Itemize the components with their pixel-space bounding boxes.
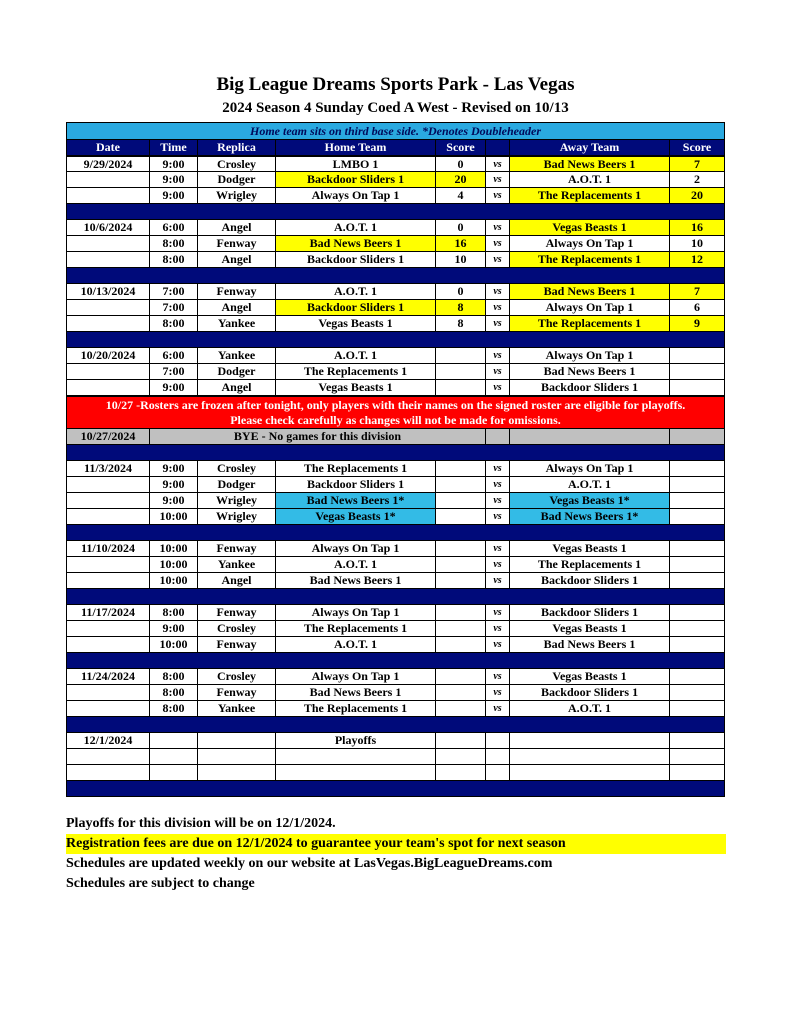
table-row xyxy=(66,380,725,396)
away-team-cell: The Replacements 1 xyxy=(510,188,670,203)
replica-field-cell: Angel xyxy=(198,220,276,235)
home-score-cell xyxy=(436,685,486,700)
empty-cell xyxy=(670,733,725,748)
empty-cell xyxy=(276,765,436,780)
footer-notes xyxy=(66,814,726,894)
replica-field-cell: Fenway xyxy=(198,541,276,556)
replica-field-cell: Yankee xyxy=(198,348,276,363)
vs-cell: vs xyxy=(486,541,510,556)
vs-cell: vs xyxy=(486,316,510,331)
vs-cell: vs xyxy=(486,172,510,187)
empty-cell xyxy=(150,733,198,748)
vs-cell: vs xyxy=(486,188,510,203)
away-team-cell: The Replacements 1 xyxy=(510,316,670,331)
playoffs-label: Playoffs xyxy=(276,733,436,748)
away-score-cell: 12 xyxy=(670,252,725,267)
home-team-cell: A.O.T. 1 xyxy=(276,220,436,235)
replica-field-cell: Wrigley xyxy=(198,493,276,508)
home-score-cell xyxy=(436,493,486,508)
away-team-cell: Always On Tap 1 xyxy=(510,348,670,363)
vs-cell: vs xyxy=(486,157,510,171)
date-cell xyxy=(66,701,150,716)
date-cell xyxy=(66,685,150,700)
time-cell: 8:00 xyxy=(150,252,198,267)
time-cell: 9:00 xyxy=(150,493,198,508)
away-score-cell xyxy=(670,493,725,508)
empty-cell xyxy=(510,749,670,764)
home-team-cell: A.O.T. 1 xyxy=(276,348,436,363)
empty-cell xyxy=(486,749,510,764)
replica-field-cell: Dodger xyxy=(198,477,276,492)
time-cell: 9:00 xyxy=(150,477,198,492)
footer-line: Playoffs for this division will be on 12/1/2024. xyxy=(66,816,336,831)
replica-field-cell: Angel xyxy=(198,300,276,315)
home-score-cell xyxy=(436,669,486,684)
time-cell: 7:00 xyxy=(150,300,198,315)
home-team-cell: A.O.T. 1 xyxy=(276,284,436,299)
empty-cell xyxy=(66,765,150,780)
away-score-cell: 10 xyxy=(670,236,725,251)
date-cell xyxy=(66,316,150,331)
vs-cell: vs xyxy=(486,685,510,700)
home-score-cell: 0 xyxy=(436,220,486,235)
home-team-cell: Bad News Beers 1* xyxy=(276,493,436,508)
time-cell: 10:00 xyxy=(150,573,198,588)
away-team-cell: Backdoor Sliders 1 xyxy=(510,605,670,620)
home-team-cell: LMBO 1 xyxy=(276,157,436,171)
away-team-cell: Bad News Beers 1 xyxy=(510,157,670,171)
away-team-cell: Vegas Beasts 1 xyxy=(510,220,670,235)
away-score-cell: 20 xyxy=(670,188,725,203)
header-away-team: Away Team xyxy=(510,140,670,155)
bottom-band xyxy=(66,781,725,797)
date-cell xyxy=(66,573,150,588)
replica-field-cell: Angel xyxy=(198,252,276,267)
vs-cell: vs xyxy=(486,477,510,492)
vs-cell: vs xyxy=(486,493,510,508)
vs-cell: vs xyxy=(486,236,510,251)
home-team-cell: Vegas Beasts 1* xyxy=(276,509,436,524)
date-cell xyxy=(66,637,150,652)
away-score-cell: 9 xyxy=(670,316,725,331)
date-cell xyxy=(66,236,150,251)
empty-cell xyxy=(198,733,276,748)
vs-cell: vs xyxy=(486,300,510,315)
away-team-cell: A.O.T. 1 xyxy=(510,172,670,187)
away-score-cell: 7 xyxy=(670,284,725,299)
table-row xyxy=(66,509,725,525)
date-cell xyxy=(66,380,150,395)
away-team-cell: Always On Tap 1 xyxy=(510,300,670,315)
home-score-cell xyxy=(436,605,486,620)
header-home-team: Home Team xyxy=(276,140,436,155)
table-row xyxy=(66,172,725,188)
away-team-cell: Vegas Beasts 1 xyxy=(510,669,670,684)
time-cell: 9:00 xyxy=(150,461,198,476)
week-separator xyxy=(66,589,725,605)
date-cell: 11/10/2024 xyxy=(66,541,150,556)
time-cell: 8:00 xyxy=(150,316,198,331)
empty-cell xyxy=(150,765,198,780)
header-away-score: Score xyxy=(670,140,725,155)
empty-cell xyxy=(670,749,725,764)
home-score-cell xyxy=(436,541,486,556)
home-team-cell: Vegas Beasts 1 xyxy=(276,316,436,331)
home-team-cell: Always On Tap 1 xyxy=(276,541,436,556)
empty-cell xyxy=(510,429,670,444)
table-row xyxy=(66,637,725,653)
home-score-cell xyxy=(436,573,486,588)
header-time: Time xyxy=(150,140,198,155)
table-row xyxy=(66,701,725,717)
home-team-cell: The Replacements 1 xyxy=(276,701,436,716)
vs-cell: vs xyxy=(486,509,510,524)
schedule-body xyxy=(66,156,725,797)
home-team-cell: Bad News Beers 1 xyxy=(276,573,436,588)
home-team-cell: Backdoor Sliders 1 xyxy=(276,300,436,315)
away-team-cell: Always On Tap 1 xyxy=(510,461,670,476)
empty-row xyxy=(66,765,725,781)
away-team-cell: Vegas Beasts 1* xyxy=(510,493,670,508)
empty-cell xyxy=(670,765,725,780)
table-row xyxy=(66,252,725,268)
date-cell xyxy=(66,364,150,379)
footer-line: Registration fees are due on 12/1/2024 to guarantee your team's spot for next season xyxy=(66,834,726,854)
table-row xyxy=(66,669,725,685)
vs-cell: vs xyxy=(486,557,510,572)
away-team-cell: Bad News Beers 1 xyxy=(510,284,670,299)
home-score-cell xyxy=(436,509,486,524)
away-team-cell: A.O.T. 1 xyxy=(510,701,670,716)
time-cell: 9:00 xyxy=(150,157,198,171)
away-score-cell: 7 xyxy=(670,157,725,171)
home-team-cell: A.O.T. 1 xyxy=(276,557,436,572)
away-score-cell xyxy=(670,621,725,636)
away-team-cell: Always On Tap 1 xyxy=(510,236,670,251)
replica-field-cell: Fenway xyxy=(198,637,276,652)
home-score-cell xyxy=(436,621,486,636)
notice-line-1: 10/27 -Rosters are frozen after tonight, only players with their names on the signed roster are eligible for playoffs. xyxy=(105,397,686,412)
home-team-cell: Bad News Beers 1 xyxy=(276,685,436,700)
empty-cell xyxy=(436,765,486,780)
away-score-cell: 2 xyxy=(670,172,725,187)
away-score-cell xyxy=(670,509,725,524)
table-row xyxy=(66,621,725,637)
vs-cell: vs xyxy=(486,573,510,588)
replica-field-cell: Yankee xyxy=(198,557,276,572)
header-vs xyxy=(486,140,510,155)
table-row xyxy=(66,236,725,252)
away-score-cell xyxy=(670,605,725,620)
week-separator xyxy=(66,204,725,220)
away-score-cell xyxy=(670,541,725,556)
home-team-cell: The Replacements 1 xyxy=(276,621,436,636)
time-cell: 8:00 xyxy=(150,236,198,251)
away-score-cell xyxy=(670,685,725,700)
empty-cell xyxy=(670,429,725,444)
page-subtitle: 2024 Season 4 Sunday Coed A West - Revised on 10/13 xyxy=(222,100,569,116)
home-score-cell xyxy=(436,477,486,492)
away-score-cell xyxy=(670,637,725,652)
home-score-cell xyxy=(436,380,486,395)
away-score-cell: 16 xyxy=(670,220,725,235)
time-cell: 6:00 xyxy=(150,220,198,235)
time-cell: 9:00 xyxy=(150,380,198,395)
empty-cell xyxy=(150,749,198,764)
replica-field-cell: Angel xyxy=(198,380,276,395)
home-score-cell xyxy=(436,461,486,476)
date-cell: 11/3/2024 xyxy=(66,461,150,476)
roster-freeze-notice xyxy=(66,396,725,429)
away-score-cell xyxy=(670,477,725,492)
replica-field-cell: Crosley xyxy=(198,621,276,636)
time-cell: 7:00 xyxy=(150,284,198,299)
home-team-cell: Backdoor Sliders 1 xyxy=(276,477,436,492)
table-row xyxy=(66,461,725,477)
vs-cell: vs xyxy=(486,284,510,299)
home-team-cell: Bad News Beers 1 xyxy=(276,236,436,251)
away-team-cell: The Replacements 1 xyxy=(510,252,670,267)
week-separator xyxy=(66,653,725,669)
empty-cell xyxy=(198,765,276,780)
time-cell: 6:00 xyxy=(150,348,198,363)
home-team-cell: Vegas Beasts 1 xyxy=(276,380,436,395)
home-score-cell: 16 xyxy=(436,236,486,251)
time-cell: 10:00 xyxy=(150,509,198,524)
page-title: Big League Dreams Sports Park - Las Vegas xyxy=(216,74,575,95)
time-cell: 8:00 xyxy=(150,669,198,684)
table-row xyxy=(66,557,725,573)
home-team-cell: Backdoor Sliders 1 xyxy=(276,252,436,267)
home-team-note: Home team sits on third base side. *Denotes Doubleheader xyxy=(66,122,725,140)
home-score-cell xyxy=(436,557,486,572)
table-row xyxy=(66,300,725,316)
home-score-cell: 4 xyxy=(436,188,486,203)
table-row xyxy=(66,477,725,493)
home-score-cell xyxy=(436,701,486,716)
header-replica: Replica xyxy=(198,140,276,155)
table-row xyxy=(66,493,725,509)
replica-field-cell: Yankee xyxy=(198,701,276,716)
home-score-cell: 0 xyxy=(436,157,486,171)
date-cell xyxy=(66,477,150,492)
date-cell: 11/17/2024 xyxy=(66,605,150,620)
empty-cell xyxy=(486,765,510,780)
away-score-cell: 6 xyxy=(670,300,725,315)
empty-cell xyxy=(436,733,486,748)
table-row xyxy=(66,188,725,204)
away-score-cell xyxy=(670,380,725,395)
vs-cell: vs xyxy=(486,461,510,476)
table-row xyxy=(66,316,725,332)
replica-field-cell: Fenway xyxy=(198,284,276,299)
home-score-cell xyxy=(436,348,486,363)
table-row xyxy=(66,573,725,589)
home-score-cell: 20 xyxy=(436,172,486,187)
away-team-cell: A.O.T. 1 xyxy=(510,477,670,492)
date-cell: 11/24/2024 xyxy=(66,669,150,684)
replica-field-cell: Fenway xyxy=(198,685,276,700)
away-team-cell: Bad News Beers 1* xyxy=(510,509,670,524)
table-row xyxy=(66,284,725,300)
time-cell: 8:00 xyxy=(150,605,198,620)
away-score-cell xyxy=(670,557,725,572)
vs-cell: vs xyxy=(486,637,510,652)
table-row xyxy=(66,541,725,557)
vs-cell: vs xyxy=(486,252,510,267)
replica-field-cell: Yankee xyxy=(198,316,276,331)
empty-cell xyxy=(510,733,670,748)
bye-text: BYE - No games for this division xyxy=(150,429,486,444)
schedule-table xyxy=(66,122,725,797)
home-team-cell: Always On Tap 1 xyxy=(276,605,436,620)
away-score-cell xyxy=(670,461,725,476)
empty-cell xyxy=(198,749,276,764)
time-cell: 10:00 xyxy=(150,541,198,556)
table-header-row xyxy=(66,140,725,156)
time-cell: 8:00 xyxy=(150,685,198,700)
replica-field-cell: Crosley xyxy=(198,157,276,171)
away-score-cell xyxy=(670,701,725,716)
empty-cell xyxy=(66,749,150,764)
replica-field-cell: Wrigley xyxy=(198,509,276,524)
date-cell xyxy=(66,557,150,572)
bye-row xyxy=(66,429,725,445)
replica-field-cell: Fenway xyxy=(198,236,276,251)
empty-row xyxy=(66,749,725,765)
date-cell xyxy=(66,300,150,315)
table-row xyxy=(66,605,725,621)
away-team-cell: The Replacements 1 xyxy=(510,557,670,572)
header-date: Date xyxy=(66,140,150,155)
date-cell xyxy=(66,172,150,187)
notice-line-2: Please check carefully as changes will not be made for omissions. xyxy=(230,412,561,427)
home-score-cell: 10 xyxy=(436,252,486,267)
vs-cell: vs xyxy=(486,348,510,363)
time-cell: 9:00 xyxy=(150,172,198,187)
empty-cell xyxy=(486,429,510,444)
away-team-cell: Bad News Beers 1 xyxy=(510,364,670,379)
date-cell: 10/13/2024 xyxy=(66,284,150,299)
table-row xyxy=(66,348,725,364)
home-team-cell: The Replacements 1 xyxy=(276,461,436,476)
vs-cell: vs xyxy=(486,605,510,620)
vs-cell: vs xyxy=(486,701,510,716)
away-team-cell: Backdoor Sliders 1 xyxy=(510,573,670,588)
away-score-cell xyxy=(670,364,725,379)
empty-cell xyxy=(510,765,670,780)
date-cell xyxy=(66,509,150,524)
vs-cell: vs xyxy=(486,669,510,684)
home-score-cell: 8 xyxy=(436,316,486,331)
time-cell: 9:00 xyxy=(150,188,198,203)
home-team-cell: Backdoor Sliders 1 xyxy=(276,172,436,187)
time-cell: 9:00 xyxy=(150,621,198,636)
replica-field-cell: Angel xyxy=(198,573,276,588)
away-score-cell xyxy=(670,573,725,588)
playoffs-row xyxy=(66,733,725,749)
away-team-cell: Backdoor Sliders 1 xyxy=(510,685,670,700)
home-score-cell xyxy=(436,364,486,379)
week-separator xyxy=(66,268,725,284)
empty-cell xyxy=(436,749,486,764)
week-separator xyxy=(66,332,725,348)
date-cell: 10/27/2024 xyxy=(66,429,150,444)
away-team-cell: Vegas Beasts 1 xyxy=(510,541,670,556)
footer-line: Schedules are updated weekly on our website at LasVegas.BigLeagueDreams.com xyxy=(66,856,553,871)
replica-field-cell: Dodger xyxy=(198,172,276,187)
table-row xyxy=(66,685,725,701)
header-home-score: Score xyxy=(436,140,486,155)
table-row xyxy=(66,364,725,380)
date-cell: 9/29/2024 xyxy=(66,157,150,171)
time-cell: 10:00 xyxy=(150,557,198,572)
home-team-cell: The Replacements 1 xyxy=(276,364,436,379)
vs-cell: vs xyxy=(486,621,510,636)
date-cell: 10/6/2024 xyxy=(66,220,150,235)
table-row xyxy=(66,220,725,236)
date-cell: 12/1/2024 xyxy=(66,733,150,748)
footer-line: Schedules are subject to change xyxy=(66,876,255,891)
vs-cell: vs xyxy=(486,220,510,235)
week-separator xyxy=(66,717,725,733)
replica-field-cell: Crosley xyxy=(198,669,276,684)
week-separator xyxy=(66,445,725,461)
home-score-cell: 8 xyxy=(436,300,486,315)
time-cell: 7:00 xyxy=(150,364,198,379)
away-score-cell xyxy=(670,669,725,684)
replica-field-cell: Wrigley xyxy=(198,188,276,203)
date-cell xyxy=(66,621,150,636)
empty-cell xyxy=(276,749,436,764)
vs-cell: vs xyxy=(486,364,510,379)
home-team-cell: Always On Tap 1 xyxy=(276,188,436,203)
date-cell: 10/20/2024 xyxy=(66,348,150,363)
replica-field-cell: Crosley xyxy=(198,461,276,476)
away-team-cell: Backdoor Sliders 1 xyxy=(510,380,670,395)
date-cell xyxy=(66,188,150,203)
home-team-cell: A.O.T. 1 xyxy=(276,637,436,652)
empty-cell xyxy=(486,733,510,748)
week-separator xyxy=(66,525,725,541)
home-score-cell xyxy=(436,637,486,652)
replica-field-cell: Dodger xyxy=(198,364,276,379)
away-team-cell: Bad News Beers 1 xyxy=(510,637,670,652)
time-cell: 8:00 xyxy=(150,701,198,716)
date-cell xyxy=(66,252,150,267)
home-team-cell: Always On Tap 1 xyxy=(276,669,436,684)
home-score-cell: 0 xyxy=(436,284,486,299)
time-cell: 10:00 xyxy=(150,637,198,652)
vs-cell: vs xyxy=(486,380,510,395)
replica-field-cell: Fenway xyxy=(198,605,276,620)
away-score-cell xyxy=(670,348,725,363)
date-cell xyxy=(66,493,150,508)
away-team-cell: Vegas Beasts 1 xyxy=(510,621,670,636)
table-row xyxy=(66,156,725,172)
